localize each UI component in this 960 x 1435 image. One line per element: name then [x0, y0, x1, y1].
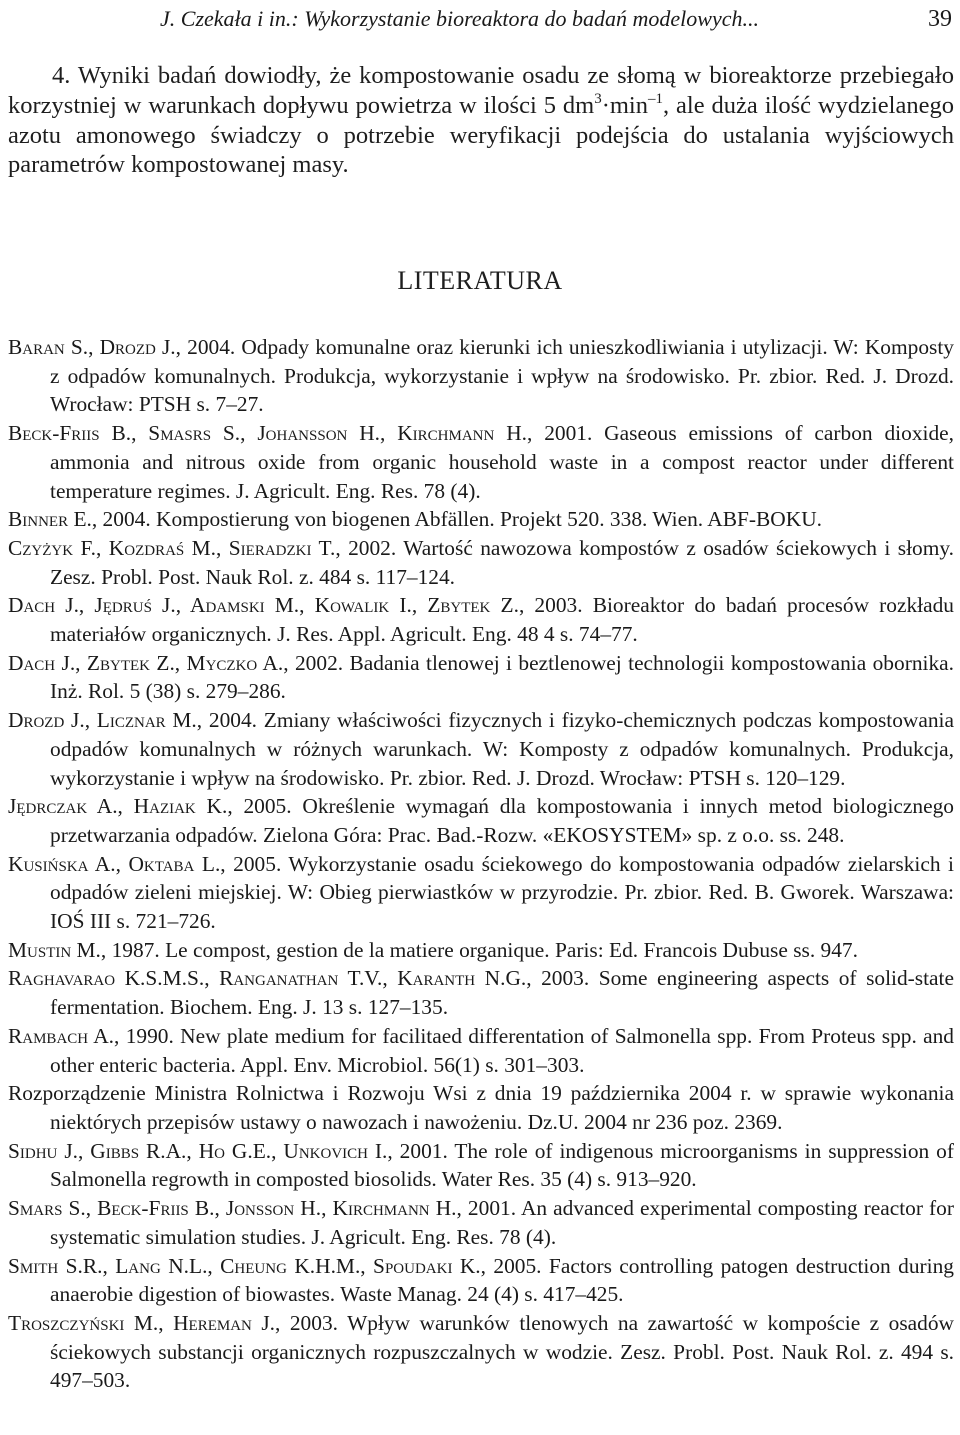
reference-authors: Rambach A., 1990.	[8, 1023, 174, 1048]
reference-authors: Smars S., Beck-Friis B., Jonsson H., Kirchmann H., 2001.	[8, 1196, 517, 1221]
page-number: 39	[928, 6, 952, 32]
conclusion-paragraph	[8, 61, 954, 180]
reference-authors: Smith S.R., Lang N.L., Cheung K.H.M., Spoudaki K., 2005.	[8, 1253, 542, 1278]
conclusion-text: , ale duża ilość wydzielanego azotu amonowego świadczy o potrzebie weryfikacji podejścia do ustalania wyjściowych parametrów kompostowanej masy.	[8, 91, 954, 179]
reference-text: Zmiany właściwości fizycznych i fizyko-chemicznych podczas kompostowania odpadów komunalnych w różnych warunkach. W: Komposty z odpadów komunalnych. Produkcja, wykorzystanie i wpływ na środowisko. Pr. zbior. Red. J. Drozd. Wrocław: PTSH s. 120–129.	[50, 708, 954, 790]
literature-heading: LITERATURA	[397, 266, 563, 295]
reference-text: Odpady komunalne oraz kierunki ich unieszkodliwiania i utylizacji. W: Komposty z odpadów komunalnych. Produkcja, wykorzystanie i wpływ na środowisko. Pr. zbior. Red. J. Drozd. Wrocław: PTSH s. 7–27.	[50, 335, 954, 417]
reference-authors: Drozd J., Licznar M., 2004.	[8, 708, 258, 733]
reference-authors: Raghavarao K.S.M.S., Ranganathan T.V., Karanth N.G., 2003.	[8, 966, 590, 991]
reference-item	[8, 534, 954, 591]
reference-authors: Mustin M., 1987.	[8, 937, 160, 962]
reference-text: Wykorzystanie osadu ściekowego do kompostowania odpadów zielarskich i odpadów zieleni miejskiej. W: Obieg pierwiastków w przyrodzie. Pr. zbior. Red. B. Gworek. Warszawa: IOŚ III s. 721–726.	[50, 851, 954, 934]
reference-authors: Dach J., Jędruś J., Adamski M., Kowalik I., Zbytek Z., 2003.	[8, 593, 583, 618]
reference-text: Badania tlenowej i beztlenowej technologii kompostowania obornika. Inż. Rol. 5 (38) s. 279–286.	[50, 650, 954, 704]
reference-authors: Dach J., Zbytek Z., Myczko A., 2002.	[8, 650, 344, 675]
reference-authors: Czyżyk F., Kozdraś M., Sieradzki T., 2002.	[8, 535, 397, 560]
reference-authors: Troszczyński M., Hereman J., 2003.	[8, 1310, 338, 1335]
reference-item	[8, 850, 954, 936]
reference-text: Bioreaktor do badań procesów rozkładu materiałów organicznych. J. Res. Appl. Agricult. Eng. 48 4 s. 74–77.	[50, 593, 954, 647]
reference-item	[8, 1194, 954, 1251]
reference-item	[8, 706, 954, 792]
reference-item	[8, 1022, 954, 1079]
reference-text: Some engineering aspects of solid-state fermentation. Biochem. Eng. J. 13 s. 127–135.	[50, 966, 954, 1020]
reference-text: Factors controlling patogen destruction during anaerobie digestion of biowastes. Waste Manag. 24 (4) s. 417–425.	[50, 1253, 954, 1307]
reference-item	[8, 1309, 954, 1395]
reference-text: Le compost, gestion de la matiere organique. Paris: Ed. Francois Dubuse ss. 947.	[159, 937, 858, 962]
reference-authors: Binner E., 2004.	[8, 507, 151, 532]
conclusion-text: 4. Wyniki badań dowiodły, że kompostowanie osadu ze słomą w bioreaktorze przebiegało korzystniej w warunkach dopływu powietrza w ilości 5 dm	[8, 62, 954, 119]
reference-authors: Jędrczak A., Haziak K., 2005.	[8, 794, 292, 819]
reference-text: Gaseous emissions of carbon dioxide, ammonia and nitrous oxide from organic household waste in a compost reactor under different temperature regimes. J. Agricult. Eng. Res. 78 (4).	[50, 421, 954, 503]
reference-authors: Baran S., Drozd J., 2004.	[8, 335, 236, 359]
reference-item	[8, 333, 954, 419]
reference-list	[8, 333, 954, 1395]
reference-item	[8, 792, 954, 849]
conclusion-unit: ·min	[601, 91, 648, 119]
reference-text: Kompostierung von biogenen Abfällen. Projekt 520. 338. Wien. ABF-BOKU.	[150, 507, 822, 532]
reference-item	[8, 505, 954, 534]
reference-text: Określenie wymagań dla kompostowania i innych metod biologicznego przetwarzania odpadów. Zielona Góra: Prac. Bad.-Rozw. «EKOSYSTEM» sp. z o.o. ss. 248.	[50, 794, 954, 847]
reference-item	[8, 1079, 954, 1136]
reference-item	[8, 419, 954, 505]
reference-item	[8, 649, 954, 706]
reference-item	[8, 964, 954, 1021]
reference-item	[8, 1137, 954, 1194]
reference-text: The role of indigenous microorganisms in suppression of Salmonella regrowth in composted biosolids. Water Res. 35 (4) s. 913–920.	[50, 1138, 954, 1192]
superscript: –1	[647, 90, 663, 107]
reference-item	[8, 591, 954, 648]
superscript: 3	[594, 90, 602, 107]
reference-item	[8, 936, 954, 965]
reference-text: Rozporządzenie Ministra Rolnictwa i Rozwoju Wsi z dnia 19 października 2004 r. w sprawie wykonania niektórych przepisów ustawy o nawozach i nawożeniu. Dz.U. 2004 nr 236 poz. 2369.	[8, 1081, 954, 1134]
reference-text: Wartość nawozowa kompostów z osadów ściekowych i słomy. Zesz. Probl. Post. Nauk Rol. z. 484 s. 117–124.	[50, 535, 954, 589]
reference-item	[8, 1252, 954, 1309]
reference-authors: Kusińska A., Oktaba L., 2005.	[8, 851, 282, 876]
running-title: J. Czekała i in.: Wykorzystanie bioreaktora do badań modelowych...	[160, 6, 759, 31]
reference-text: New plate medium for facilitaed differentation of Salmonella spp. From Proteus spp. and other enteric bacteria. Appl. Env. Microbiol. 56(1) s. 301–303.	[50, 1023, 955, 1077]
running-header	[160, 4, 952, 40]
reference-authors: Beck-Friis B., Smasrs S., Johansson H., Kirchmann H., 2001.	[8, 421, 593, 446]
reference-text: Wpływ warunków tlenowych na zawartość w kompoście z osadów ściekowych substancji organicznych rozpuszczalnych w wodzie. Zesz. Probl. Post. Nauk Rol. z. 494 s. 497–503.	[50, 1310, 955, 1393]
reference-text: An advanced experimental composting reactor for systematic simulation studies. J. Agricult. Eng. Res. 78 (4).	[50, 1196, 955, 1249]
reference-authors: Sidhu J., Gibbs R.A., Ho G.E., Unkovich I., 2001.	[8, 1138, 448, 1163]
